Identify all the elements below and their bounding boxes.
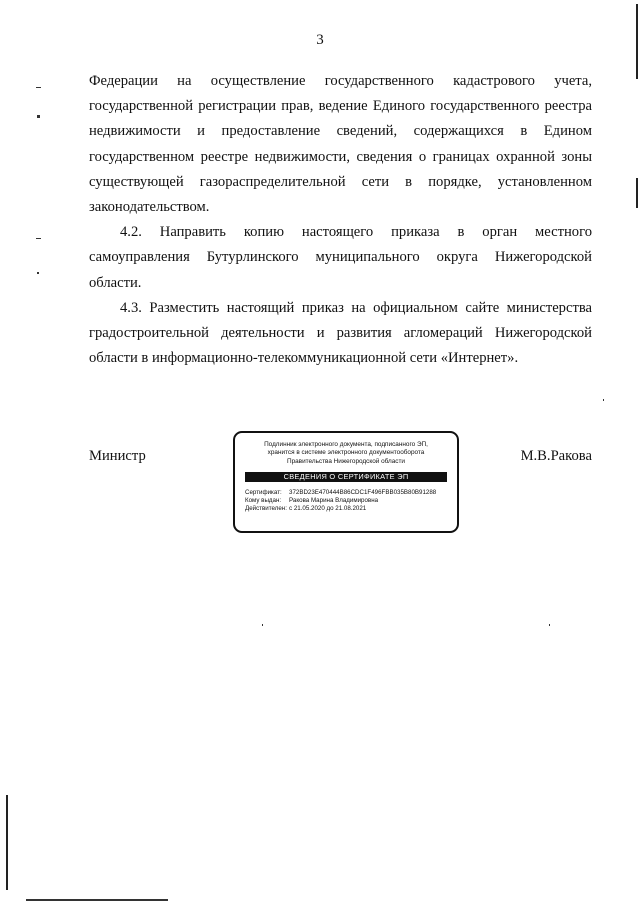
signature-block xyxy=(89,428,592,538)
certificate-row xyxy=(245,489,457,497)
scan-mark xyxy=(37,115,40,118)
page-number: 3 xyxy=(316,32,324,48)
owner-row xyxy=(245,497,457,505)
document-body xyxy=(89,69,592,371)
validity-label: Действителен: xyxy=(245,505,287,513)
text-line: Федерации на осуществление государственного кадастрового учета, xyxy=(89,73,592,89)
certificate-value: 372BD23E470444B86CDC1F496FBB035B80B91288 xyxy=(289,489,437,497)
scan-mark xyxy=(603,399,604,401)
scan-bottom-edge xyxy=(26,899,168,901)
text-line: 4.2. Направить копию настоящего приказа в орган местного xyxy=(120,224,592,241)
scan-mark xyxy=(262,624,263,626)
certificate-label: Сертификат: xyxy=(245,489,282,497)
paragraph-4-2 xyxy=(89,220,592,296)
paragraph-continuation xyxy=(89,69,592,220)
stamp-notice-line: Правительства Нижегородской области xyxy=(286,457,406,465)
stamp-notice-line: хранится в системе электронного документооборота xyxy=(267,449,425,457)
text-line: недвижимости и предоставление сведений, содержащихся в Едином xyxy=(89,123,592,140)
stamp-notice xyxy=(235,441,457,466)
stamp-notice-line: Подлинник электронного документа, подписанного ЭП, xyxy=(264,441,428,448)
text-line: градостроительной деятельности и развития агломераций Нижегородской xyxy=(89,325,592,342)
validity-value: с 21.05.2020 до 21.08.2021 xyxy=(289,505,367,513)
scan-mark xyxy=(36,238,41,239)
text-line: государственной регистрации прав, ведение Единого государственного реестра xyxy=(89,98,592,115)
text-line: законодательством. xyxy=(89,199,210,216)
text-line: государственном реестре недвижимости, сведения о границах охранной зоны xyxy=(89,148,592,165)
text-line: самоуправления Бутурлинского муниципального округа Нижегородской xyxy=(89,249,592,266)
owner-label: Кому выдан: xyxy=(245,497,282,505)
scan-mark xyxy=(549,624,550,626)
validity-row xyxy=(245,505,457,513)
scan-margin-line xyxy=(636,178,638,208)
text-line: области в информационно-телекоммуникационной сети «Интернет». xyxy=(89,350,519,367)
signatory-name: М.В.Ракова xyxy=(520,448,592,464)
text-line: существующей газораспределительной сети в порядке, установленном xyxy=(89,173,592,190)
stamp-header: СВЕДЕНИЯ О СЕРТИФИКАТЕ ЭП xyxy=(245,472,447,482)
text-line: области. xyxy=(89,274,142,291)
signatory-title: Министр xyxy=(89,448,146,464)
paragraph-4-3 xyxy=(89,296,592,372)
scan-margin-line xyxy=(636,4,638,79)
stamp-details xyxy=(245,489,457,513)
scan-margin-line xyxy=(6,795,8,890)
scan-mark xyxy=(36,87,41,88)
scan-mark xyxy=(37,272,39,274)
text-line: 4.3. Разместить настоящий приказ на официальном сайте министерства xyxy=(120,299,592,316)
electronic-signature-stamp xyxy=(233,431,459,533)
owner-value: Ракова Марина Владимировна xyxy=(289,497,379,505)
